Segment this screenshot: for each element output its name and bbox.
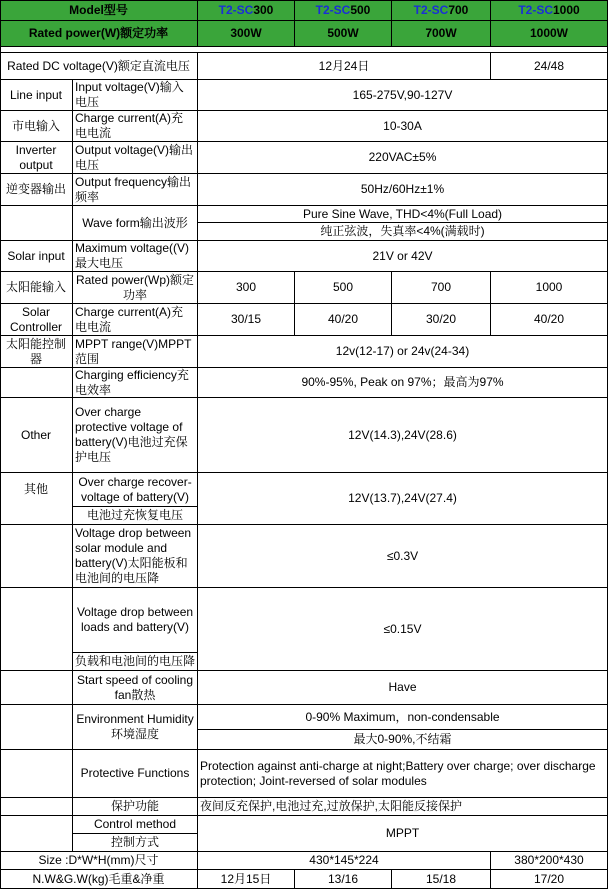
category-line-input: Line input — [0, 80, 73, 111]
category-solar-input: Solar input — [0, 241, 73, 272]
solar-current-700: 30/20 — [392, 304, 491, 336]
output-voltage-label: Output voltage(V)输出电压 — [73, 142, 198, 174]
category-solar-controller-cn: 太阳能控制器 — [0, 336, 73, 368]
rated-dc-label: Rated DC voltage(V)额定直流电压 — [0, 53, 198, 80]
input-voltage-label: Input voltage(V)输入电压 — [73, 80, 198, 111]
humidity-label: Environment Humidity环境湿度 — [73, 705, 198, 750]
category-blank — [0, 206, 73, 241]
max-voltage-label: Maximum voltage((V)最大电压 — [73, 241, 198, 272]
output-frequency-label: Output frequency输出频率 — [73, 174, 198, 206]
charging-efficiency-value: 90%-95%, Peak on 97%；最高为97% — [198, 368, 608, 398]
solar-charge-current-label: Charge current(A)充电电流 — [73, 304, 198, 336]
control-method-value: MPPT — [198, 816, 608, 852]
humidity-value-cn: 最大0-90%,不结霜 — [198, 730, 608, 750]
category-inverter-output-cn: 逆变器输出 — [0, 174, 73, 206]
rated-dc-value-b: 24/48 — [491, 53, 608, 80]
output-frequency-value: 50Hz/60Hz±1% — [198, 174, 608, 206]
voltage-drop-solar-value: ≤0.3V — [198, 525, 608, 588]
weight-700: 15/18 — [392, 870, 491, 889]
header-rated-power-700: 700W — [392, 21, 491, 47]
charging-efficiency-label: Charging efficiency充电效率 — [73, 368, 198, 398]
model-prefix: T2-SC — [315, 2, 351, 17]
solar-current-300: 30/15 — [198, 304, 295, 336]
header-model-300 — [198, 0, 295, 21]
voltage-drop-loads-label: Voltage drop between loads and battery(V) — [73, 588, 198, 653]
protective-label-cn: 保护功能 — [73, 798, 198, 816]
category-blank — [0, 525, 73, 588]
control-method-label: Control method — [73, 816, 198, 834]
header-model-500 — [295, 0, 392, 21]
solar-power-1000: 1000 — [491, 272, 608, 304]
model-prefix: T2-SC — [218, 2, 254, 17]
size-value-a: 430*145*224 — [198, 852, 491, 870]
weight-500: 13/16 — [295, 870, 392, 889]
model-number: 500 — [350, 2, 371, 17]
charge-current-label: Charge current(A)充电电流 — [73, 111, 198, 142]
charge-current-value: 10-30A — [198, 111, 608, 142]
header-model-1000 — [491, 0, 608, 21]
category-blank — [0, 368, 73, 398]
model-number: 300 — [253, 2, 274, 17]
category-blank — [0, 588, 73, 671]
max-voltage-value: 21V or 42V — [198, 241, 608, 272]
model-prefix: T2-SC — [413, 2, 449, 17]
input-voltage-value: 165-275V,90-127V — [198, 80, 608, 111]
wave-form-value-en: Pure Sine Wave, THD<4%(Full Load) — [198, 206, 608, 223]
fan-label: Start speed of cooling fan散热 — [73, 671, 198, 705]
category-mains-input: 市电输入 — [0, 111, 73, 142]
solar-power-label: Rated power(Wp)额定功率 — [73, 272, 198, 304]
header-model-label: Model型号 — [0, 0, 198, 21]
category-blank — [0, 705, 73, 750]
over-charge-value: 12V(14.3),24V(28.6) — [198, 398, 608, 473]
header-rated-power-label: Rated power(W)额定功率 — [0, 21, 198, 47]
output-voltage-value: 220VAC±5% — [198, 142, 608, 174]
voltage-drop-solar-label: Voltage drop between solar module and battery(V)太阳能板和电池间的电压降 — [73, 525, 198, 588]
header-rated-power-500: 500W — [295, 21, 392, 47]
model-prefix: T2-SC — [518, 2, 553, 17]
header-rated-power-1000: 1000W — [491, 21, 608, 47]
weight-1000: 17/20 — [491, 870, 608, 889]
header-rated-power-300: 300W — [198, 21, 295, 47]
category-other-cn: 其他 — [0, 473, 73, 525]
solar-current-1000: 40/20 — [491, 304, 608, 336]
solar-power-700: 700 — [392, 272, 491, 304]
model-number: 1000 — [552, 2, 580, 17]
header-model-700 — [392, 0, 491, 21]
solar-power-300: 300 — [198, 272, 295, 304]
category-inverter-output: Inverter output — [0, 142, 73, 174]
voltage-drop-loads-label-cn: 负载和电池间的电压降 — [73, 653, 198, 671]
over-recover-label: Over charge recover-voltage of battery(V) — [73, 473, 198, 507]
category-solar-input-cn: 太阳能输入 — [0, 272, 73, 304]
humidity-value-en: 0-90% Maximum，non-condensable — [198, 705, 608, 730]
wave-form-label: Wave form输出波形 — [73, 206, 198, 241]
mppt-range-label: MPPT range(V)MPPT范围 — [73, 336, 198, 368]
category-blank — [0, 750, 73, 798]
category-blank — [0, 671, 73, 705]
rated-dc-value-a: 12月24日 — [198, 53, 491, 80]
control-method-label-cn: 控制方式 — [73, 834, 198, 852]
protective-label: Protective Functions — [73, 750, 198, 798]
solar-power-500: 500 — [295, 272, 392, 304]
size-label: Size :D*W*H(mm)尺寸 — [0, 852, 198, 870]
mppt-range-value: 12v(12-17) or 24v(24-34) — [198, 336, 608, 368]
over-charge-label: Over charge protective voltage of battery(V)电池过充保护电压 — [73, 398, 198, 473]
protective-value-en: Protection against anti-charge at night;Battery over charge; over discharge protection; Joint-reversed of solar modules — [198, 750, 608, 798]
solar-current-500: 40/20 — [295, 304, 392, 336]
fan-value: Have — [198, 671, 608, 705]
over-recover-value: 12V(13.7),24V(27.4) — [198, 473, 608, 525]
category-other: Other — [0, 398, 73, 473]
wave-form-value-cn: 纯正弦波，失真率<4%(满载时) — [198, 223, 608, 241]
category-solar-controller: Solar Controller — [0, 304, 73, 336]
size-value-b: 380*200*430 — [491, 852, 608, 870]
weight-300: 12月15日 — [198, 870, 295, 889]
category-blank — [0, 798, 73, 816]
weight-label: N.W&G.W(kg)毛重&净重 — [0, 870, 198, 889]
model-number: 700 — [448, 2, 469, 17]
category-blank — [0, 816, 73, 852]
over-recover-label-cn: 电池过充恢复电压 — [73, 507, 198, 525]
protective-value-cn: 夜间反充保护,电池过充,过放保护,太阳能反接保护 — [198, 798, 608, 816]
voltage-drop-loads-value: ≤0.15V — [198, 588, 608, 671]
